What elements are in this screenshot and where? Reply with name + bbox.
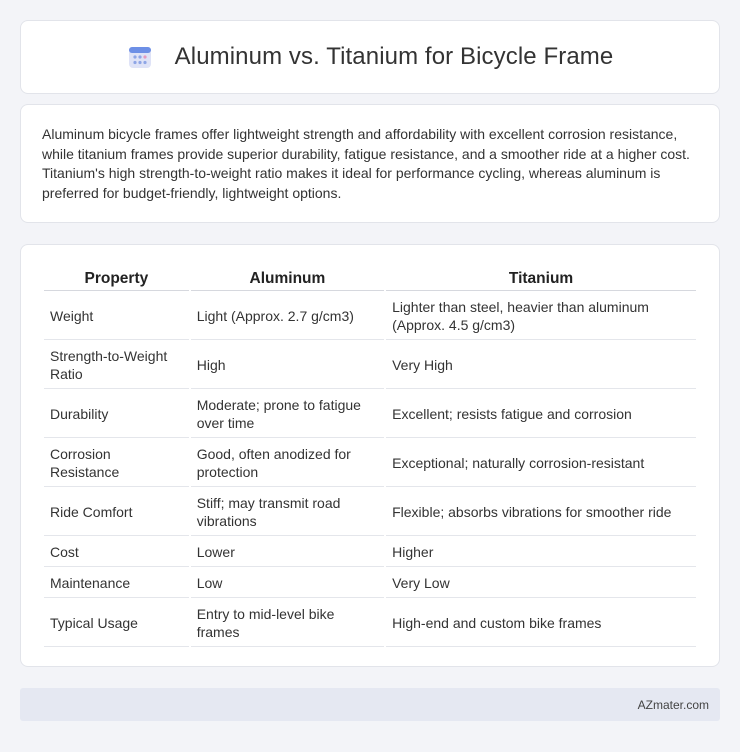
cell-property: Weight xyxy=(44,293,189,340)
cell-titanium: Very High xyxy=(386,342,696,389)
cell-property: Maintenance xyxy=(44,569,189,598)
table-row xyxy=(44,569,696,598)
cell-titanium: Excellent; resists fatigue and corrosion xyxy=(386,391,696,438)
cell-titanium: Very Low xyxy=(386,569,696,598)
cell-aluminum: High xyxy=(191,342,384,389)
cell-titanium: Flexible; absorbs vibrations for smoother ride xyxy=(386,489,696,536)
cell-aluminum: Entry to mid-level bike frames xyxy=(191,600,384,647)
header-aluminum: Aluminum xyxy=(191,267,384,291)
table-row xyxy=(44,342,696,389)
page-title: Aluminum vs. Titanium for Bicycle Frame xyxy=(174,43,614,70)
footer-brand[interactable]: AZmater.com xyxy=(637,697,709,712)
cell-aluminum: Low xyxy=(191,569,384,598)
table-row xyxy=(44,489,696,536)
cell-aluminum: Light (Approx. 2.7 g/cm3) xyxy=(191,293,384,340)
table-row xyxy=(44,600,696,647)
table-row xyxy=(44,538,696,567)
cell-aluminum: Moderate; prone to fatigue over time xyxy=(191,391,384,438)
cell-aluminum: Good, often anodized for protection xyxy=(191,440,384,487)
cell-titanium: High-end and custom bike frames xyxy=(386,600,696,647)
cell-aluminum: Stiff; may transmit road vibrations xyxy=(191,489,384,536)
cell-property: Ride Comfort xyxy=(44,489,189,536)
cell-property: Corrosion Resistance xyxy=(44,440,189,487)
cell-property: Durability xyxy=(44,391,189,438)
footer xyxy=(20,688,720,721)
header-titanium: Titanium xyxy=(386,267,696,291)
cell-property: Cost xyxy=(44,538,189,567)
cell-titanium: Higher xyxy=(386,538,696,567)
table-row xyxy=(44,440,696,487)
description-text: Aluminum bicycle frames offer lightweight strength and affordability with excellent corrosion resistance, while titanium frames provide superior durability, fatigue resistance, and a smoother ride at a higher cost. Titanium's high strength-to-weight ratio makes it ideal for performance cycling, whereas aluminum is preferred for budget-friendly, lightweight options. xyxy=(42,126,690,201)
header-property: Property xyxy=(44,267,189,291)
cell-property: Typical Usage xyxy=(44,600,189,647)
cell-aluminum: Lower xyxy=(191,538,384,567)
table-row xyxy=(44,293,696,340)
cell-property: Strength-to-Weight Ratio xyxy=(44,342,189,389)
table-header-row xyxy=(44,267,696,291)
title-card xyxy=(20,20,720,94)
comparison-table xyxy=(42,265,698,649)
calendar-icon xyxy=(127,44,153,70)
cell-titanium: Exceptional; naturally corrosion-resistant xyxy=(386,440,696,487)
cell-titanium: Lighter than steel, heavier than aluminum (Approx. 4.5 g/cm3) xyxy=(386,293,696,340)
comparison-table-card xyxy=(20,244,720,667)
description-card xyxy=(20,104,720,223)
table-row xyxy=(44,391,696,438)
